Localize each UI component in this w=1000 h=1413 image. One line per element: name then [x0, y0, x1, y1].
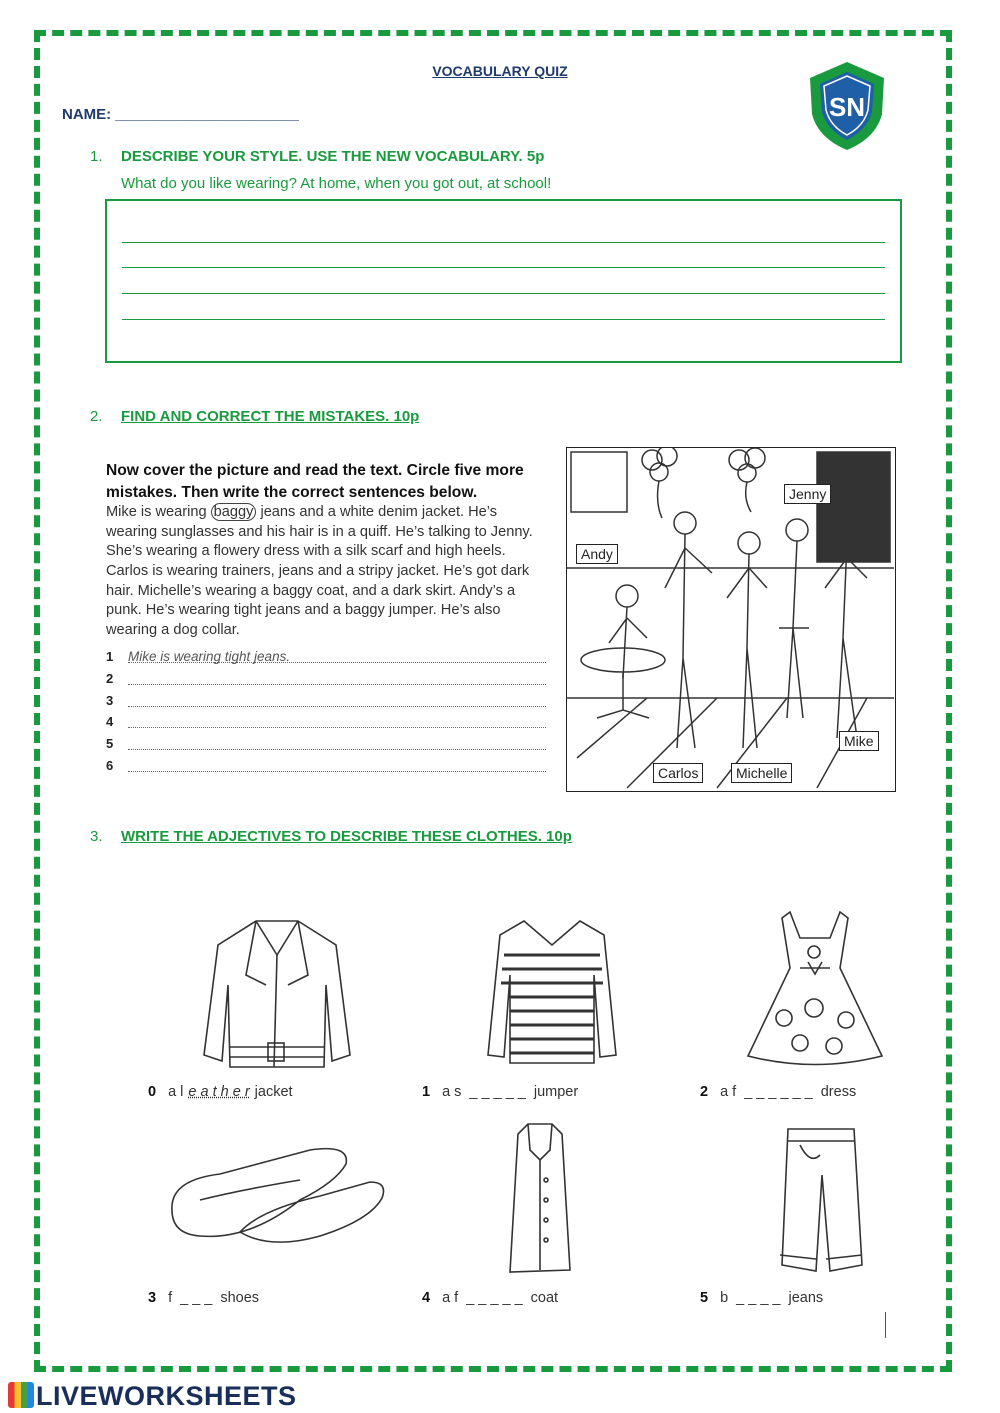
q1-heading: DESCRIBE YOUR STYLE. USE THE NEW VOCABULARY. 5p [121, 148, 545, 165]
label-andy: Andy [576, 544, 618, 564]
item-number: 1 [422, 1084, 431, 1100]
answer-row-4[interactable] [106, 714, 546, 734]
answer-row-6[interactable] [106, 758, 546, 778]
item-blank: _ _ _ _ _ [466, 1290, 523, 1306]
item-number: 4 [422, 1290, 431, 1306]
writing-line [122, 319, 885, 320]
item-noun: jacket [254, 1084, 293, 1100]
logo-text: SN [828, 92, 866, 122]
item-prefix: a f [442, 1290, 459, 1306]
q2-text-block [106, 460, 546, 640]
item-noun: dress [820, 1084, 857, 1100]
item-0-caption[interactable] [148, 1084, 293, 1100]
liveworksheets-logo-icon [8, 1382, 34, 1408]
flat-shoes-icon [160, 1140, 390, 1246]
flowery-dress-icon [744, 908, 886, 1070]
item-prefix: f [168, 1290, 173, 1306]
answer-number: 2 [106, 671, 114, 686]
item-blank: _ _ _ _ _ _ [744, 1084, 813, 1100]
answer-row-1[interactable] [106, 649, 546, 669]
answer-number: 5 [106, 736, 114, 751]
item-prefix: b [720, 1290, 729, 1306]
item-blank: _ _ _ _ _ [469, 1084, 526, 1100]
answer-number: 1 [106, 649, 114, 664]
fitted-coat-icon [500, 1120, 580, 1280]
item-blank: _ _ _ _ [736, 1290, 781, 1306]
liveworksheets-brand[interactable] [8, 1381, 297, 1412]
q3-heading: WRITE THE ADJECTIVES TO DESCRIBE THESE CLOTHES. 10p [121, 828, 572, 845]
q1-prompt: What do you like wearing? At home, when you got out, at school! [121, 175, 552, 192]
item-5-caption[interactable] [700, 1290, 823, 1306]
party-illustration [566, 447, 896, 792]
item-3-caption[interactable] [148, 1290, 259, 1306]
q1-answer-box[interactable] [105, 199, 902, 363]
q2-text-after: jeans and a white denim jacket. He’s wearing sunglasses and his hair is in a quiff. He’s talking to Jenny. She’s wearing a flowery dress with a silk scarf and high heels. Carlos is wearing trainers, jeans and a stripy jacket. He’s got dark hair. Michelle’s wearing a baggy coat, and a dark skirt. Andy’s a punk. He’s wearing tight jeans and a baggy jumper. He’s also wearing a dog collar. [106, 504, 533, 638]
q2-heading: FIND AND CORRECT THE MISTAKES. 10p [121, 408, 420, 425]
striped-jumper-icon [484, 915, 620, 1069]
answer-number: 4 [106, 714, 114, 729]
answer-number: 6 [106, 758, 114, 773]
q2-number: 2. [90, 408, 103, 425]
item-prefix: a s [442, 1084, 462, 1100]
answer-row-5[interactable] [106, 736, 546, 756]
writing-line [122, 293, 885, 294]
item-answer: e a t h e r [188, 1084, 250, 1100]
q3-number: 3. [90, 828, 103, 845]
page-title: VOCABULARY QUIZ [432, 63, 568, 79]
item-number: 3 [148, 1290, 157, 1306]
baggy-jeans-icon [770, 1125, 870, 1285]
writing-line [122, 242, 885, 243]
brand-text: LIVEWORKSHEETS [36, 1381, 297, 1411]
leather-jacket-icon [196, 915, 358, 1073]
q2-text-before: Mike is wearing [106, 504, 211, 521]
q2-instruction: Now cover the picture and read the text. Circle five more mistakes. Then write the correct sentences below. [106, 462, 524, 501]
answer-row-2[interactable] [106, 671, 546, 691]
q1-number: 1. [90, 148, 103, 165]
item-4-caption[interactable] [422, 1290, 558, 1306]
item-noun: jeans [788, 1290, 824, 1306]
item-prefix: a f [720, 1084, 737, 1100]
item-number: 0 [148, 1084, 157, 1100]
item-number: 5 [700, 1290, 709, 1306]
answer-example: Mike is wearing tight jeans. [128, 649, 291, 664]
answer-row-3[interactable] [106, 693, 546, 713]
circled-word: baggy [211, 503, 257, 521]
item-noun: jumper [533, 1084, 579, 1100]
divider [885, 1312, 886, 1338]
item-1-caption[interactable] [422, 1084, 578, 1100]
label-michelle: Michelle [731, 763, 792, 783]
item-noun: coat [530, 1290, 559, 1306]
label-carlos: Carlos [653, 763, 703, 783]
answer-number: 3 [106, 693, 114, 708]
item-noun: shoes [220, 1290, 260, 1306]
writing-line [122, 267, 885, 268]
label-mike: Mike [839, 731, 879, 751]
label-jenny: Jenny [784, 484, 831, 504]
item-number: 2 [700, 1084, 709, 1100]
school-logo-icon [806, 60, 888, 152]
name-field-label: NAME: ______________________ [62, 106, 299, 123]
item-blank: _ _ _ [180, 1290, 213, 1306]
item-prefix: a l [168, 1084, 184, 1100]
item-2-caption[interactable] [700, 1084, 856, 1100]
